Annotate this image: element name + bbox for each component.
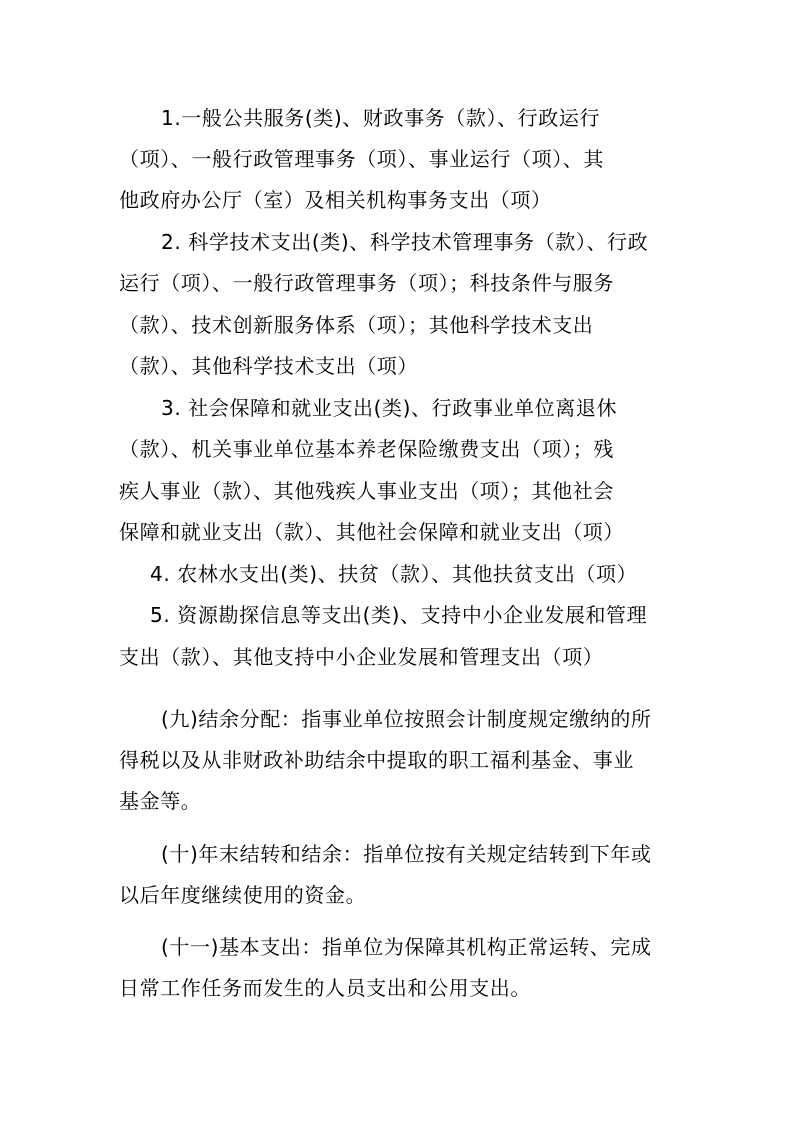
text-line: （款）、机关事业单位基本养老保险缴费支出（项）；残 [119,437,614,461]
text-line: 1.一般公共服务(类)、财政事务（款）、行政运行 [161,106,601,130]
text-line: (九)结余分配：指事业单位按照会计制度规定缴纳的所 [161,707,652,731]
text-line: 日常工作任务而发生的人员支出和公用支出。 [119,976,531,1000]
text-line: 疾人事业（款）、其他残疾人事业支出（项）；其他社会 [119,479,614,503]
text-line: 他政府办公厅（室）及相关机构事务支出（项） [119,188,552,212]
text-line: （款）、其他科学技术支出（项） [119,354,418,378]
text-line: 支出（款）、其他支持中小企业发展和管理支出（项） [119,645,604,669]
text-line: 保障和就业支出（款）、其他社会保障和就业支出（项） [119,520,624,544]
text-line: （项）、一般行政管理事务（项）、事业运行（项）、其 [119,147,604,171]
text-line: 得税以及从非财政补助结余中提取的职工福利基金、事业 [119,748,634,772]
text-line: 4. 农林水支出(类)、扶贫（款）、其他扶贫支出（项） [150,562,638,586]
text-line: 以后年度继续使用的资金。 [119,883,367,907]
text-line: (十一)基本支出：指单位为保障其机构正常运转、完成 [161,935,652,959]
text-line: （款）、技术创新服务体系（项）；其他科学技术支出 [119,313,594,337]
text-line: 2. 科学技术支出(类)、科学技术管理事务（款）、行政 [161,230,649,254]
text-line: 5. 资源勘探信息等支出(类)、支持中小企业发展和管理 [150,603,648,627]
text-line: (十)年末结转和结余：指单位按有关规定结转到下年或 [161,842,652,866]
text-line: 3. 社会保障和就业支出(类)、行政事业单位离退休 [161,396,618,420]
text-line: 基金等。 [119,789,202,813]
text-line: 运行（项）、一般行政管理事务（项）；科技条件与服务 [119,271,614,295]
